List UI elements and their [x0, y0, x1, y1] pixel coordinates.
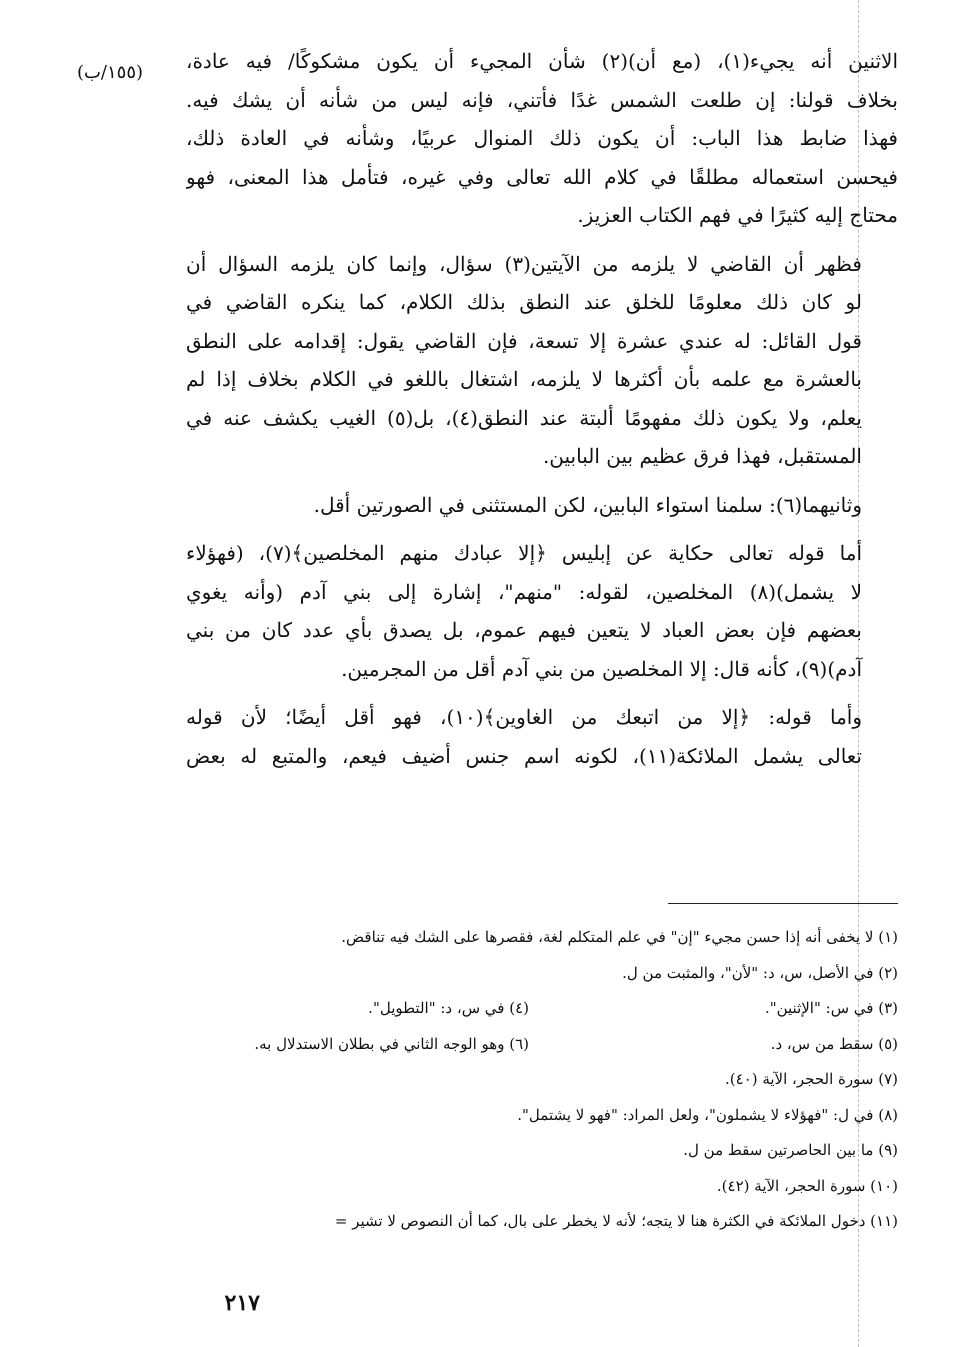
text-line: بعضهم فإن بعض العباد لا يتعين فيهم عموم، بل يصدق بأي عدد كان من بني	[186, 618, 862, 642]
text-line: فيحسن استعماله مطلقًا في كلام الله تعالى وفي غيره، فتأمل هذا المعنى، فهو	[186, 164, 898, 189]
text-line: المستقبل، فهذا فرق عظيم بين البابين.	[542, 444, 862, 468]
footnote-10: (١٠) سورة الحجر، الآية (٤٢).	[716, 1176, 898, 1195]
text-line: محتاج إليه كثيرًا في فهم الكتاب العزيز.	[577, 203, 898, 227]
text-line: بالعشرة مع علمه بأن أكثرها لا يلزمه، اشتغال باللغو في الكلام بخلاف إذا لم	[186, 367, 862, 391]
footnote-8: (٨) في ل: "فهؤلاء لا يشملون"، ولعل المراد: "فهو لا يشتمل".	[517, 1105, 898, 1124]
footnote-5: (٥) سقط من س، د.	[770, 1034, 898, 1053]
paragraph-4	[186, 534, 898, 688]
text-line: أما قوله تعالى حكاية عن إبليس ﴿إلا عبادك منهم المخلصين﴾(٧)، (فهؤلاء	[186, 541, 863, 565]
text-line: قول القائل: له عندي عشرة إلا تسعة، فإن القاضي يقول: إقدامه على النطق	[186, 328, 862, 353]
paragraph-5	[186, 698, 898, 775]
text-line: لا يشمل)(٨) المخلصين، لقوله: "منهم"، إشارة إلى بني آدم (وأنه يغوي	[186, 579, 862, 604]
footnote-6: (٦) وهو الوجه الثاني في بطلان الاستدلال به.	[254, 1034, 529, 1053]
footnote-7: (٧) سورة الحجر، الآية (٤٠).	[724, 1070, 898, 1088]
footnote-1: (١) لا يخفى أنه إذا حسن مجيء "إن" في علم المتكلم لغة، فقصرها على الشك فيه تناقض.	[341, 928, 898, 946]
paragraph-1	[186, 42, 898, 235]
main-text	[186, 42, 898, 785]
text-line: يعلم، ولا يكون ذلك مفهومًا ألبتة عند النطق(٤)، بل(٥) الغيب يكشف عنه في	[186, 405, 862, 430]
footnote-4: (٤) في س، د: "التطويل".	[368, 999, 529, 1017]
footnotes	[160, 920, 898, 1240]
page-number: ٢١٧	[224, 1290, 260, 1316]
text-line: فظهر أن القاضي لا يلزمه من الآيتين(٣) سؤال، وإنما كان يلزمه السؤال أن	[186, 251, 862, 276]
text-line: فهذا ضابط هذا الباب: أن يكون ذلك المنوال عربيًا، وشأنه في العادة ذلك،	[186, 126, 898, 150]
manuscript-folio-reference: (١٥٥/ب)	[76, 62, 144, 83]
text-line: وأما قوله: ﴿إلا من اتبعك من الغاوين﴾(١٠)، فهو أقل أيضًا؛ لأن قوله	[186, 705, 862, 729]
footnote-separator	[668, 903, 898, 904]
text-line: آدم)(٩)، كأنه قال: إلا المخلصين من بني آدم أقل من المجرمين.	[341, 656, 862, 681]
text-line: لو كان ذلك معلومًا للخلق عند النطق بذلك الكلام، كما ينكره القاضي في	[186, 290, 862, 314]
paragraph-2	[186, 245, 898, 476]
text-line: الاثنين أنه يجيء(١)، (مع أن)(٢) شأن المجيء أن يكون مشكوكًا/ فيه عادة،	[186, 49, 898, 73]
footnote-3: (٣) في س: "الإثنين".	[764, 999, 898, 1017]
text-line: بخلاف قولنا: إن طلعت الشمس غدًا فأتني، فإنه ليس من شأنه أن يشك فيه.	[186, 87, 898, 112]
paragraph-3	[186, 486, 898, 525]
text-line: وثانيهما(٦): سلمنا استواء البابين، لكن المستثنى في الصورتين أقل.	[313, 492, 862, 517]
footnote-2: (٢) في الأصل، س، د: "لأن"، والمثبت من ل.	[622, 963, 898, 982]
footnote-11: (١١) دخول الملائكة في الكثرة هنا لا يتجه؛ لأنه لا يخطر على بال، كما أن النصوص لا تشير =	[334, 1212, 898, 1230]
footnote-9: (٩) ما بين الحاصرتين سقط من ل.	[683, 1141, 898, 1159]
text-line: تعالى يشمل الملائكة(١١)، لكونه اسم جنس أضيف فيعم، والمتبع له بعض	[186, 743, 863, 768]
